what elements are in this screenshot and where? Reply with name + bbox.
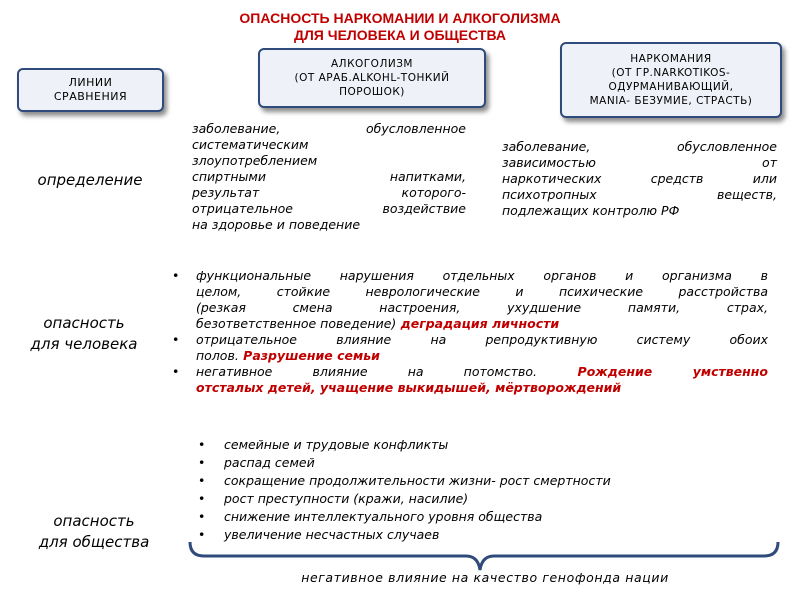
text-line: целом, стойкие неврологические и психические расстройства (196, 284, 768, 299)
brace-shape (190, 542, 778, 570)
highlight-text: отсталых детей, учащение выкидышей, мёртворождений (196, 380, 622, 395)
header-label: АЛКОГОЛИЗМ (330, 58, 413, 70)
text-fragment: безответственное поведение) (196, 316, 397, 331)
definition-line: зависимостью от (502, 155, 777, 170)
bullet-icon: • (172, 364, 180, 379)
bullet-icon: • (198, 491, 206, 506)
text-line: отрицательное влияние на репродуктивную систему обоих (196, 332, 768, 347)
header-label: ПОРОШОК) (339, 86, 405, 98)
definition-line: спиртными напитками, (192, 169, 466, 184)
text-line: (резкая смена настроения, ухудшение памяти, страх, (196, 300, 768, 315)
definition-line: злоупотреблением (192, 153, 318, 168)
definition-line: наркотических средств или (502, 171, 777, 186)
bullet-icon: • (172, 332, 180, 347)
definition-line: результат которого- (192, 185, 466, 200)
header-label: (ОТ ГР.NARKOTIKOS- (611, 67, 731, 79)
definition-line: на здоровье и поведение (192, 217, 361, 232)
header-label: MANIA- БЕЗУМИЕ, СТРАСТЬ) (589, 95, 753, 107)
title-line-1: ОПАСНОСТЬ НАРКОМАНИИ И АЛКОГОЛИЗМА (239, 10, 561, 26)
item-text: семейные и трудовые конфликты (224, 437, 449, 452)
highlight-text: Рождение умственно (537, 364, 769, 379)
definition-line: заболевание, обусловленное (192, 121, 466, 136)
definition-line: психотропных веществ, (502, 187, 777, 202)
highlight-text: деградация личности (396, 316, 560, 331)
label-line: для общества (38, 533, 150, 551)
item-text: распад семей (224, 455, 315, 470)
definition-line: систематическим (192, 137, 309, 152)
item-text: снижение интеллектуального уровня общества (224, 509, 543, 524)
item-text: увеличение несчастных случаев (224, 527, 440, 542)
text-fragment: полов. (196, 348, 239, 363)
header-label: НАРКОМАНИЯ (630, 53, 712, 65)
bullet-icon: • (198, 509, 206, 524)
highlight-text: Разрушение семьи (238, 348, 380, 363)
definition-line: отрицательное воздействие (192, 201, 466, 216)
text-line: функциональные нарушения отдельных органов и организма в (196, 268, 768, 283)
definition-label: определение (37, 171, 143, 189)
label-line: для человека (30, 335, 138, 353)
header-label: СРАВНЕНИЯ (53, 90, 128, 103)
label-line: опасность (53, 512, 135, 530)
definition-line: подлежащих контролю РФ (502, 203, 680, 218)
bullet-icon: • (198, 437, 206, 452)
item-text: сокращение продолжительности жизни- рост смертности (224, 473, 611, 488)
header-label: ОДУРМАНИВАЮЩИЙ, (608, 81, 734, 93)
gene-pool-summary: негативное влияние на качество генофонда нации (301, 570, 669, 585)
header-label: ЛИНИИ (68, 76, 113, 89)
definition-line: заболевание, обусловленное (502, 139, 777, 154)
item-text: рост преступности (кражи, насилие) (224, 491, 469, 506)
bullet-icon: • (198, 527, 206, 542)
header-label: (ОТ АРАБ.ALKOHL-ТОНКИЙ (294, 72, 450, 84)
bullet-icon: • (172, 268, 180, 283)
title-line-2: ДЛЯ ЧЕЛОВЕКА И ОБЩЕСТВА (294, 27, 506, 43)
bullet-icon: • (198, 473, 206, 488)
label-line: опасность (43, 314, 125, 332)
text-fragment: негативное влияние на потомство. (196, 364, 538, 379)
bullet-icon: • (198, 455, 206, 470)
